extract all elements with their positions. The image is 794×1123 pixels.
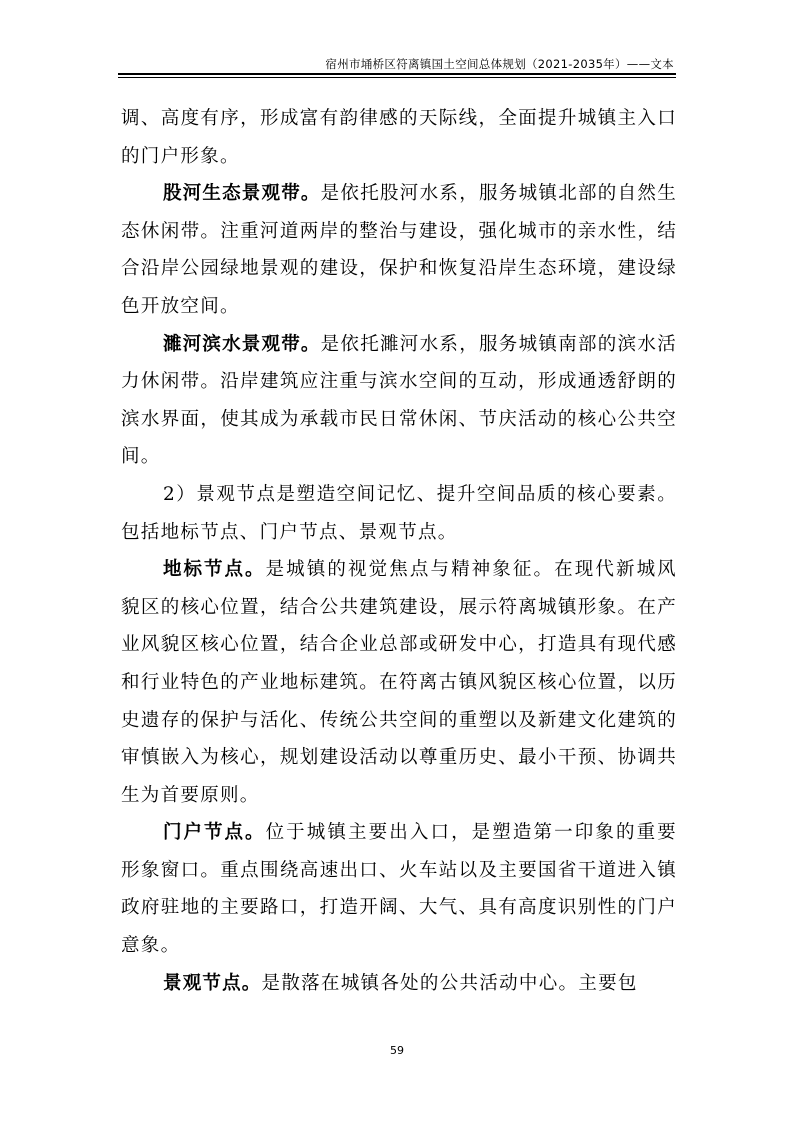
paragraph-heading: 门户节点。 — [163, 822, 266, 844]
paragraph-text: 是依托股河水系，服务城镇北部的自然生态休闲带。注重河道两岸的整治与建设，强化城市的亲水性，结合沿岸公园绿地景观的建设，保护和恢复沿岸生态环境，建设绿色开放空间。 — [121, 183, 678, 317]
paragraph-scenic-nodes — [121, 965, 677, 1003]
paragraph-continuation — [121, 100, 677, 175]
paragraph-guhe-landscape-belt — [121, 175, 677, 325]
paragraph-heading: 地标节点。 — [163, 559, 266, 581]
paragraph-landmark-nodes — [121, 551, 677, 814]
paragraph-landscape-nodes — [121, 476, 677, 551]
paragraph-text: 是散落在城镇各处的公共活动中心。主要包 — [261, 972, 638, 994]
paragraph-heading: 景观节点。 — [163, 972, 262, 994]
running-header: 宿州市埇桥区符离镇国土空间总体规划（2021-2035年）——文本 — [325, 57, 674, 71]
paragraph-suihe-landscape-belt — [121, 326, 677, 476]
paragraph-heading: 股河生态景观带。 — [163, 183, 321, 205]
paragraph-text: 是城镇的视觉焦点与精神象征。在现代新城风貌区的核心位置，结合公共建筑建设，展示符离城镇形象。在产业风貌区核心位置，结合企业总部或研发中心，打造具有现代感和行业特色的产业地标建筑。在符离古镇风貌区核心位置，以历史遗存的保护与活化、传统公共空间的重塑以及新建文化建筑的审慎嵌入为核心，规划建设活动以尊重历史、最小干预、协调共生为首要原则。 — [121, 559, 677, 806]
paragraph-heading: 濉河滨水景观带。 — [163, 333, 321, 355]
paragraph-text: 2）景观节点是塑造空间记忆、提升空间品质的核心要素。包括地标节点、门户节点、景观节点。 — [121, 483, 677, 543]
header-rule-thick — [118, 73, 676, 75]
page-number: 59 — [390, 1044, 404, 1057]
body-text — [121, 100, 677, 1002]
paragraph-gateway-nodes — [121, 814, 677, 964]
paragraph-text: 位于城镇主要出入口，是塑造第一印象的重要形象窗口。重点围绕高速出口、火车站以及主要国省干道进入镇政府驻地的主要路口，打造开阔、大气、具有高度识别性的门户意象。 — [121, 822, 677, 957]
paragraph-text: 是依托濉河水系，服务城镇南部的滨水活力休闲带。沿岸建筑应注重与滨水空间的互动，形成通透舒朗的滨水界面，使其成为承载市民日常休闲、节庆活动的核心公共空间。 — [121, 333, 678, 468]
header-rule-thin — [118, 77, 676, 78]
paragraph-text: 调、高度有序，形成富有韵律感的天际线，全面提升城镇主入口的门户形象。 — [121, 108, 677, 167]
